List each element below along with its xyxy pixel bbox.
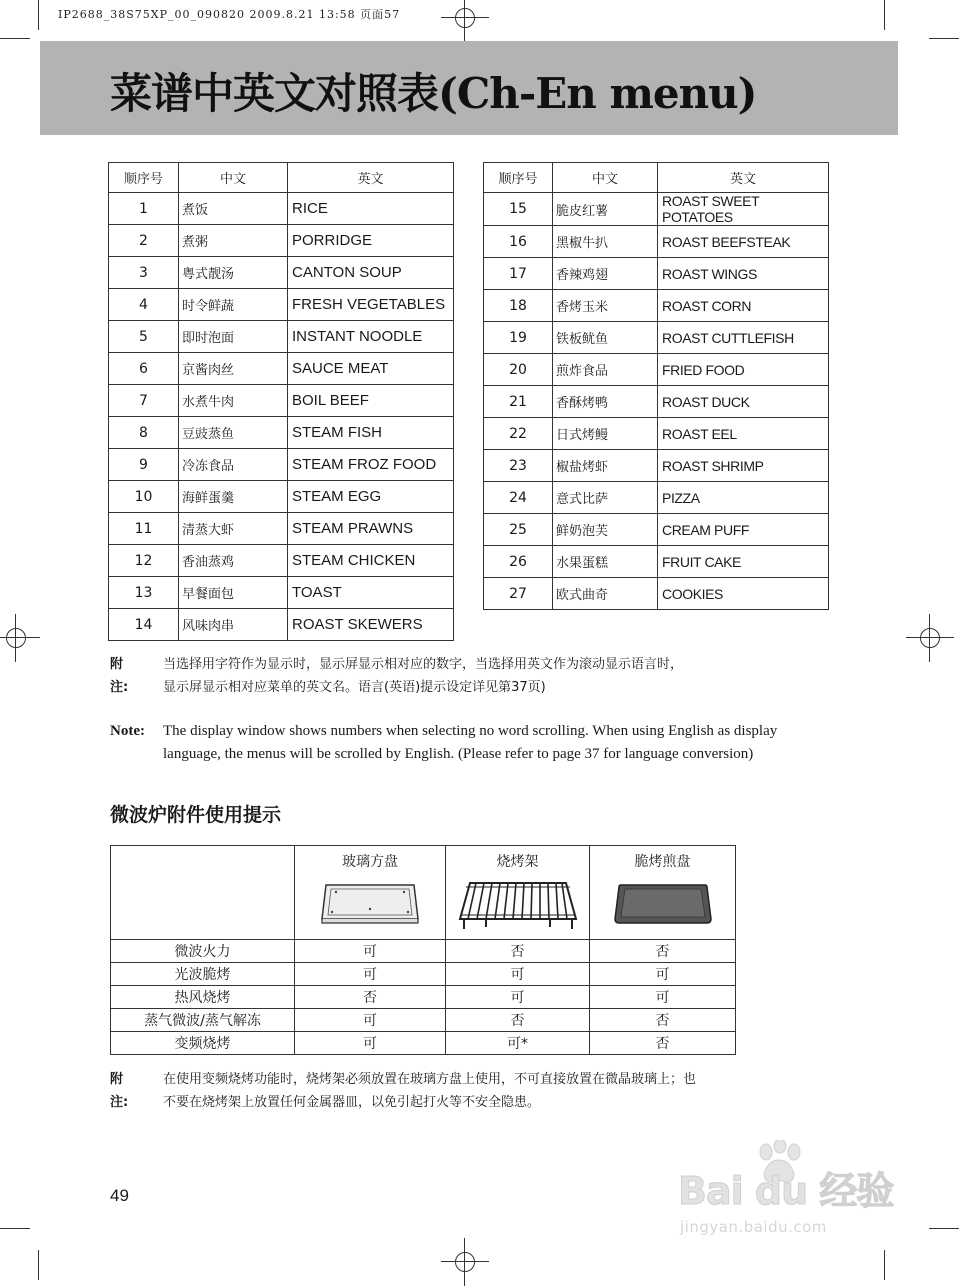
menu-english-name: ROAST BEEFSTEAK	[658, 226, 829, 258]
menu-number: 19	[484, 322, 553, 354]
menu-english-name: CREAM PUFF	[658, 514, 829, 546]
menu-number: 11	[109, 513, 179, 545]
table-row	[484, 193, 829, 226]
watermark-url: jingyan.baidu.com	[680, 1218, 827, 1236]
table-row	[111, 940, 736, 963]
menu-number: 24	[484, 482, 553, 514]
table-row	[109, 513, 454, 545]
menu-english-name: STEAM EGG	[288, 481, 454, 513]
crop-mark	[884, 1250, 885, 1280]
menu-english-name: ROAST DUCK	[658, 386, 829, 418]
table-row	[109, 225, 454, 257]
table-row	[484, 226, 829, 258]
menu-number: 17	[484, 258, 553, 290]
menu-number: 13	[109, 577, 179, 609]
table-row	[109, 545, 454, 577]
table-row	[484, 450, 829, 482]
table-row	[484, 514, 829, 546]
crop-mark	[38, 1250, 39, 1280]
menu-chinese-name: 水煮牛肉	[179, 385, 288, 417]
table-row	[484, 354, 829, 386]
menu-chinese-name: 京酱肉丝	[179, 353, 288, 385]
menu-chinese-name: 水果蛋糕	[553, 546, 658, 578]
menu-chinese-name: 欧式曲奇	[553, 578, 658, 610]
menu-chinese-name: 海鲜蛋羹	[179, 481, 288, 513]
menu-english-name: STEAM PRAWNS	[288, 513, 454, 545]
page-title: 菜谱中英文对照表(Ch-En menu)	[110, 69, 757, 118]
note-label: 附注:	[110, 1072, 129, 1110]
crop-mark	[884, 0, 885, 30]
menu-english-name: INSTANT NOODLE	[288, 321, 454, 353]
menu-chinese-name: 香油蒸鸡	[179, 545, 288, 577]
column-header-english: 英文	[288, 163, 454, 193]
menu-chinese-name: 早餐面包	[179, 577, 288, 609]
table-row	[109, 609, 454, 641]
table-row	[484, 578, 829, 610]
menu-chinese-name: 粤式靓汤	[179, 257, 288, 289]
table-row	[109, 353, 454, 385]
crop-mark	[0, 1228, 30, 1229]
menu-english-name: STEAM FISH	[288, 417, 454, 449]
table-row	[111, 1009, 736, 1032]
table-row	[109, 193, 454, 225]
column-header-glass-tray: 玻璃方盘	[342, 854, 398, 870]
compatibility-value: 可	[295, 963, 446, 986]
menu-chinese-name: 香酥烤鸭	[553, 386, 658, 418]
menu-table-left	[108, 162, 454, 641]
table-row	[109, 577, 454, 609]
menu-chinese-name: 清蒸大虾	[179, 513, 288, 545]
menu-chinese-name: 风味肉串	[179, 609, 288, 641]
column-header-crisp-pan: 脆烤煎盘	[634, 854, 691, 870]
menu-number: 8	[109, 417, 179, 449]
menu-english-name: FRESH VEGETABLES	[288, 289, 454, 321]
crop-mark	[929, 38, 959, 39]
column-header-grill-rack: 烧烤架	[496, 854, 539, 870]
menu-english-name: PIZZA	[658, 482, 829, 514]
menu-english-name: ROAST SWEET POTATOES	[658, 193, 829, 226]
compatibility-value: 否	[590, 940, 736, 963]
menu-chinese-name: 香辣鸡翅	[553, 258, 658, 290]
menu-english-name: STEAM CHICKEN	[288, 545, 454, 577]
menu-chinese-name: 煮粥	[179, 225, 288, 257]
table-row	[111, 1032, 736, 1055]
note-label: Note:	[110, 723, 145, 739]
cooking-mode: 热风烧烤	[111, 986, 295, 1009]
menu-number: 2	[109, 225, 179, 257]
menu-number: 21	[484, 386, 553, 418]
cooking-mode: 微波火力	[111, 940, 295, 963]
table-row	[484, 418, 829, 450]
registration-mark-bottom	[451, 1248, 479, 1276]
menu-english-name: ROAST CUTTLEFISH	[658, 322, 829, 354]
compatibility-value: 可	[295, 1009, 446, 1032]
compatibility-value: 可	[295, 1032, 446, 1055]
menu-number: 5	[109, 321, 179, 353]
compatibility-value: 否	[295, 986, 446, 1009]
page-number: 49	[110, 1186, 129, 1205]
menu-chinese-name: 铁板鱿鱼	[553, 322, 658, 354]
menu-number: 12	[109, 545, 179, 577]
note-line: language, the menus will be scrolled by English. (Please refer to page 37 for language conversion)	[163, 746, 754, 762]
note-line: The display window shows numbers when selecting no word scrolling. When using English as display	[163, 723, 778, 739]
accessory-column-crisp-pan	[590, 846, 736, 940]
table-row	[484, 322, 829, 354]
accessory-table	[110, 845, 736, 1055]
glass-tray-icon	[318, 879, 422, 929]
compatibility-value: 否	[446, 1009, 590, 1032]
menu-chinese-name: 日式烤鳗	[553, 418, 658, 450]
column-header-number: 顺序号	[484, 163, 553, 193]
compatibility-value: 可	[295, 940, 446, 963]
accessory-column-grill-rack	[446, 846, 590, 940]
crop-mark	[0, 38, 30, 39]
table-row	[484, 386, 829, 418]
menu-english-name: FRUIT CAKE	[658, 546, 829, 578]
menu-number: 1	[109, 193, 179, 225]
compatibility-value: 否	[446, 940, 590, 963]
menu-number: 16	[484, 226, 553, 258]
menu-english-name: RICE	[288, 193, 454, 225]
menu-english-name: ROAST EEL	[658, 418, 829, 450]
registration-mark-left	[2, 624, 30, 652]
menu-number: 26	[484, 546, 553, 578]
table-row	[111, 986, 736, 1009]
note-line: 当选择用字符作为显示时，显示屏显示相对应的数字，当选择用英文作为滚动显示语言时，	[163, 657, 684, 672]
cooking-mode: 蒸气微波/蒸气解冻	[111, 1009, 295, 1032]
accessory-column-glass-tray	[295, 846, 446, 940]
menu-number: 10	[109, 481, 179, 513]
compatibility-value: 否	[590, 1009, 736, 1032]
table-row	[109, 289, 454, 321]
table-row	[109, 449, 454, 481]
crop-mark	[38, 0, 39, 30]
menu-chinese-name: 意式比萨	[553, 482, 658, 514]
table-row	[109, 417, 454, 449]
menu-chinese-name: 香烤玉米	[553, 290, 658, 322]
menu-number: 15	[484, 193, 553, 226]
menu-english-name: BOIL BEEF	[288, 385, 454, 417]
compatibility-value: 可*	[446, 1032, 590, 1055]
menu-number: 25	[484, 514, 553, 546]
accessory-corner-cell	[111, 846, 295, 940]
menu-number: 7	[109, 385, 179, 417]
column-header-chinese: 中文	[179, 163, 288, 193]
menu-english-name: PORRIDGE	[288, 225, 454, 257]
menu-english-name: ROAST CORN	[658, 290, 829, 322]
menu-english-name: ROAST SKEWERS	[288, 609, 454, 641]
section-title: 微波炉附件使用提示	[110, 804, 282, 826]
column-header-number: 顺序号	[109, 163, 179, 193]
menu-chinese-name: 煮饭	[179, 193, 288, 225]
table-row	[484, 546, 829, 578]
baidu-watermark	[678, 1140, 918, 1250]
table-row	[484, 290, 829, 322]
compatibility-value: 可	[446, 986, 590, 1009]
menu-chinese-name: 鲜奶泡芙	[553, 514, 658, 546]
menu-number: 18	[484, 290, 553, 322]
table-row	[109, 481, 454, 513]
note-line: 在使用变频烧烤功能时，烧烤架必须放置在玻璃方盘上使用，不可直接放置在微晶玻璃上；也	[163, 1072, 697, 1087]
grill-rack-icon	[456, 879, 580, 933]
menu-chinese-name: 黑椒牛扒	[553, 226, 658, 258]
cooking-mode: 光波脆烤	[111, 963, 295, 986]
menu-english-name: STEAM FROZ FOOD	[288, 449, 454, 481]
note-line: 不要在烧烤架上放置任何金属器皿，以免引起打火等不安全隐患。	[163, 1095, 541, 1110]
compatibility-value: 可	[590, 986, 736, 1009]
menu-number: 14	[109, 609, 179, 641]
menu-english-name: SAUCE MEAT	[288, 353, 454, 385]
table-row	[109, 321, 454, 353]
compatibility-value: 可	[590, 963, 736, 986]
menu-chinese-name: 脆皮红薯	[553, 193, 658, 226]
note-line: 显示屏显示相对应菜单的英文名。语言(英语)提示设定详见第37页)	[163, 680, 546, 695]
menu-number: 6	[109, 353, 179, 385]
menu-chinese-name: 冷冻食品	[179, 449, 288, 481]
crisp-pan-icon	[611, 879, 715, 929]
compatibility-value: 否	[590, 1032, 736, 1055]
menu-number: 4	[109, 289, 179, 321]
crop-mark	[929, 1228, 959, 1229]
menu-number: 22	[484, 418, 553, 450]
note-label: 附注:	[110, 657, 129, 695]
table-row	[109, 385, 454, 417]
cooking-mode: 变频烧烤	[111, 1032, 295, 1055]
menu-english-name: CANTON SOUP	[288, 257, 454, 289]
watermark-logo: Bai du 经验	[678, 1169, 894, 1213]
menu-english-name: FRIED FOOD	[658, 354, 829, 386]
table-row	[484, 482, 829, 514]
menu-number: 3	[109, 257, 179, 289]
menu-chinese-name: 即时泡面	[179, 321, 288, 353]
table-row	[111, 963, 736, 986]
compatibility-value: 可	[446, 963, 590, 986]
menu-english-name: TOAST	[288, 577, 454, 609]
column-header-english: 英文	[658, 163, 829, 193]
menu-chinese-name: 时令鲜蔬	[179, 289, 288, 321]
registration-mark-top	[451, 4, 479, 32]
table-row	[109, 257, 454, 289]
menu-english-name: COOKIES	[658, 578, 829, 610]
menu-chinese-name: 椒盐烤虾	[553, 450, 658, 482]
registration-mark-right	[916, 624, 944, 652]
menu-number: 23	[484, 450, 553, 482]
menu-table-right	[483, 162, 829, 610]
menu-chinese-name: 豆豉蒸鱼	[179, 417, 288, 449]
menu-english-name: ROAST SHRIMP	[658, 450, 829, 482]
menu-chinese-name: 煎炸食品	[553, 354, 658, 386]
menu-number: 27	[484, 578, 553, 610]
menu-number: 9	[109, 449, 179, 481]
print-header: IP2688_38S75XP_00_090820 2009.8.21 13:58 页面57	[58, 8, 401, 21]
menu-english-name: ROAST WINGS	[658, 258, 829, 290]
menu-number: 20	[484, 354, 553, 386]
title-bar	[40, 41, 898, 135]
column-header-chinese: 中文	[553, 163, 658, 193]
table-row	[484, 258, 829, 290]
